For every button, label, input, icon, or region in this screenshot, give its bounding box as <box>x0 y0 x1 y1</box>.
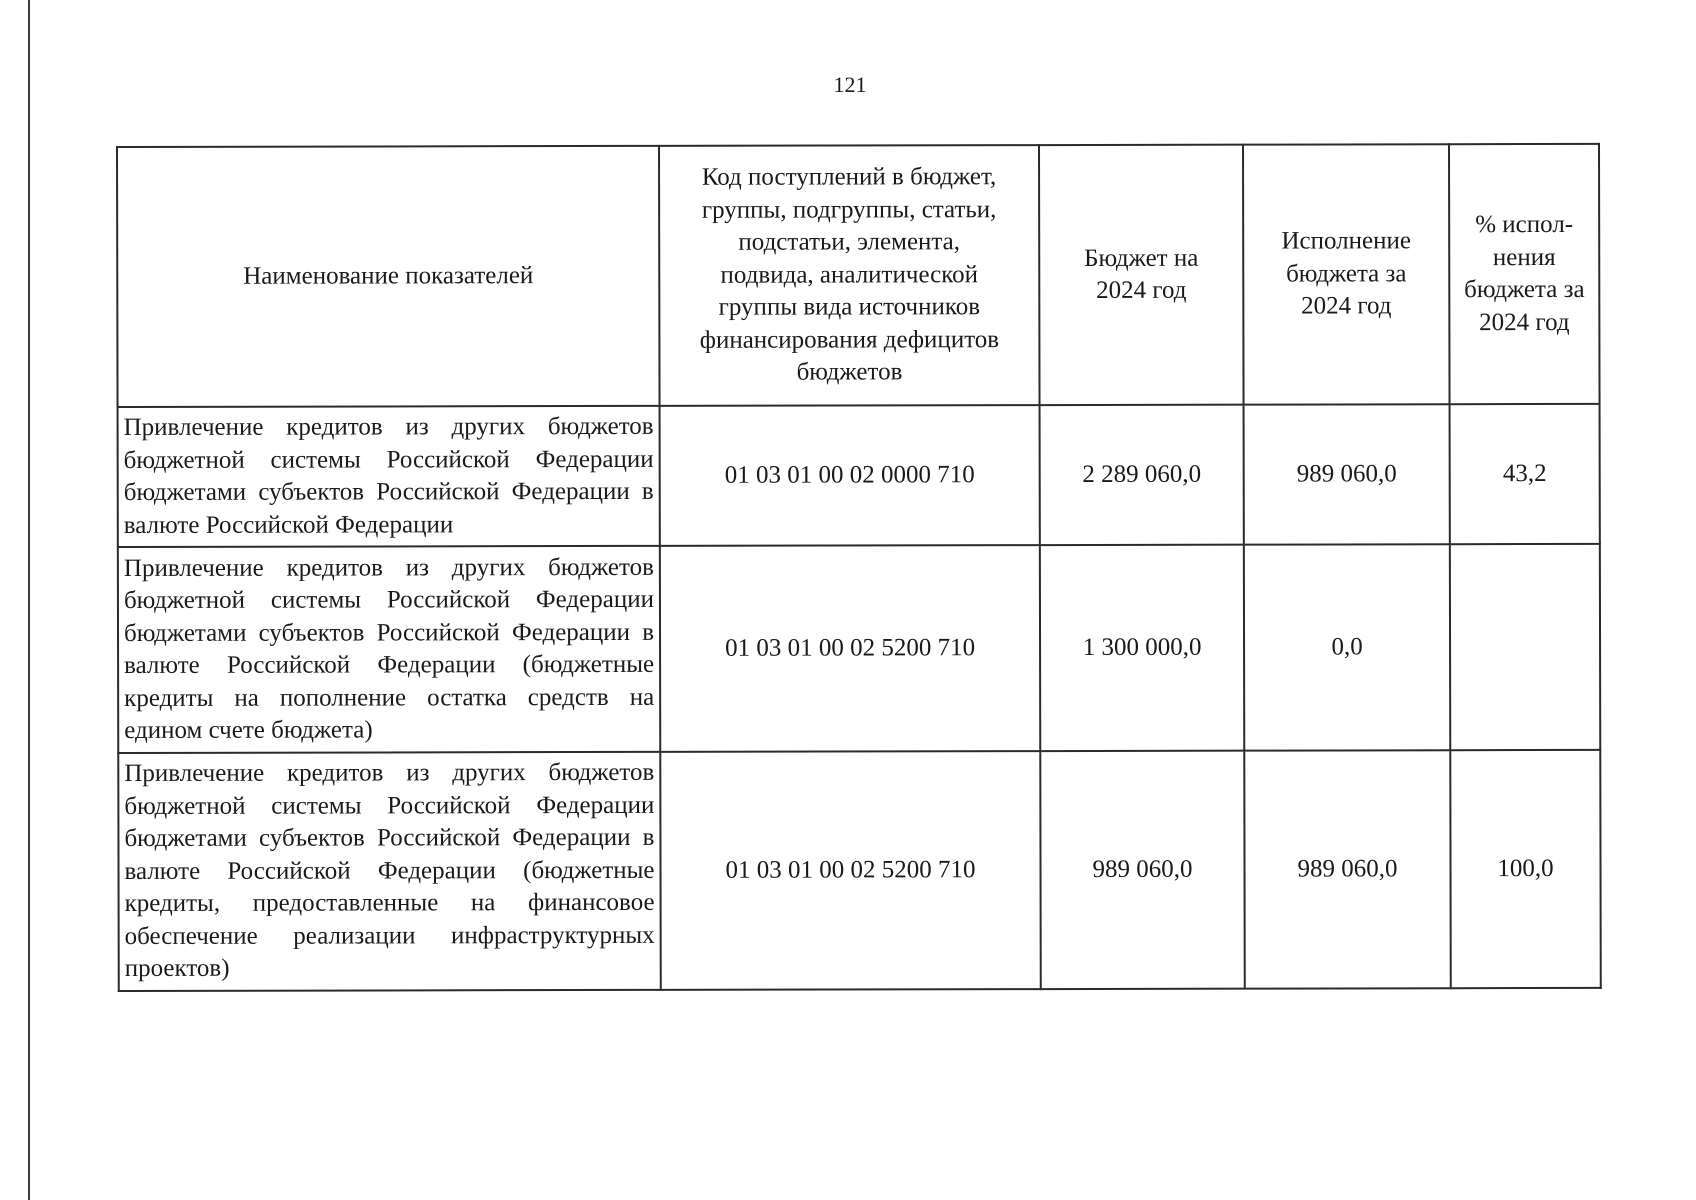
table-row <box>118 404 1600 547</box>
header-execution-percent: % испол-нения бюджета за 2024 год <box>1449 144 1600 404</box>
row-execution-percent <box>1450 544 1600 750</box>
table-row <box>118 750 1600 991</box>
row-revenue-code: 01 03 01 00 02 5200 710 <box>660 751 1040 990</box>
row-budget-value: 989 060,0 <box>1040 751 1244 989</box>
table-header-row <box>117 144 1600 407</box>
header-budget-2024: Бюджет на 2024 год <box>1039 145 1244 405</box>
header-revenue-code: Код поступлений в бюджет, группы, подгруппы, статьи, подстатьи, элемента, подвида, аналитической группы вида источников финансирования дефицитов бюджетов <box>659 145 1040 406</box>
page-number: 121 <box>833 72 867 97</box>
row-execution-value: 989 060,0 <box>1244 750 1450 988</box>
row-indicator-name: Привлечение кредитов из других бюджетов бюджетной системы Российской Федерации бюджетами субъектов Российской Федерации в валюте Российской Федерации (бюджетные кредиты, предоставленные на финансовое обеспечение реализации инфраструктурных проектов) <box>118 752 660 991</box>
row-budget-value: 2 289 060,0 <box>1040 405 1244 545</box>
row-execution-percent: 43,2 <box>1450 404 1600 544</box>
budget-sources-table <box>116 143 1602 992</box>
row-revenue-code: 01 03 01 00 02 0000 710 <box>660 405 1040 546</box>
row-execution-value: 0,0 <box>1244 544 1450 750</box>
row-execution-value: 989 060,0 <box>1244 404 1450 544</box>
header-execution-2024: Исполнение бюджета за 2024 год <box>1243 144 1450 404</box>
row-execution-percent: 100,0 <box>1450 750 1600 988</box>
table-row <box>118 544 1600 753</box>
row-indicator-name: Привлечение кредитов из других бюджетов бюджетной системы Российской Федерации бюджетами субъектов Российской Федерации в валюте Российской Федерации (бюджетные кредиты на пополнение остатка средств на едином счете бюджета) <box>118 546 660 753</box>
row-budget-value: 1 300 000,0 <box>1040 545 1244 751</box>
header-indicator-name: Наименование показателей <box>117 146 660 407</box>
row-revenue-code: 01 03 01 00 02 5200 710 <box>660 545 1040 752</box>
row-indicator-name: Привлечение кредитов из других бюджетов бюджетной системы Российской Федерации бюджетами субъектов Российской Федерации в валюте Российской Федерации <box>118 406 660 547</box>
page-edge-line <box>28 0 30 1200</box>
